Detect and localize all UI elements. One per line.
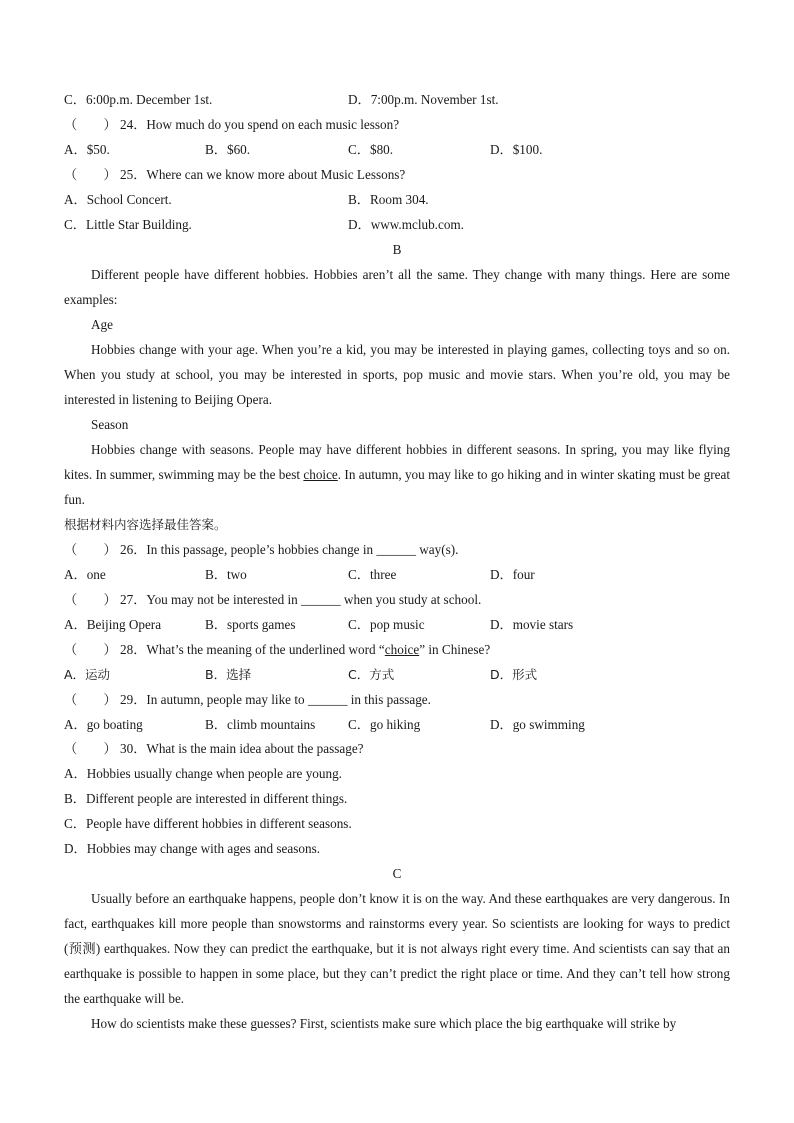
section-c-paragraph-2: How do scientists make these guesses? First, scientists make sure which place the big earthquake will strike by [91,1016,677,1031]
q26-option-c: C．three [348,567,397,582]
paragraph-season [64,437,730,512]
q26-stem [64,537,734,562]
question-text: 26．In this passage, people’s hobbies change in ______ way(s). [120,542,459,557]
q29-stem [64,687,734,712]
q25-stem [64,162,734,187]
q27-option-b: B．sports games [205,617,296,632]
answer-blank[interactable]: （ ） [64,592,117,607]
question-text: 29．In autumn, people may like to ______ in this passage. [120,692,431,707]
section-b-intro: Different people have different hobbies. Hobbies aren’t all the same. They change with many things. Here are some examples: [64,267,730,307]
underlined-word-choice: choice [303,467,338,482]
section-c-label: C [392,866,402,881]
q24-option-d: D．$100. [490,142,543,157]
section-c-paragraph-1: Usually before an earthquake happens, people don’t know it is on the way. And these earthquakes are very dangerous. In fact, earthquakes kill more people than snowstorms and rainstorms every year. So scientists are looking for ways to predict (预测) earthquakes. Now they can predict the earthquake, but it is not always right every time. And scientists can say that an earthquake is possible to happen in some place, but they can’t predict the right place or time. And they can’t tell how strong the earthquake will be. [64,891,730,1006]
q29-option-c: C．go hiking [348,717,421,732]
answer-blank[interactable]: （ ） [64,741,117,756]
q24-option-b: B．$60. [205,142,251,157]
q25-option-b: B．Room 304. [348,192,429,207]
q30-option-a: A．Hobbies usually change when people are young. [64,766,342,781]
q27-option-a: A．Beijing Opera [64,617,162,632]
q25-option-a: A．School Concert. [64,192,172,207]
answer-blank[interactable]: （ ） [64,542,117,557]
q26-option-a: A．one [64,567,106,582]
q25-options-row-1 [64,187,734,212]
q28-options-row [64,662,734,687]
q30-option-d: D．Hobbies may change with ages and seasons. [64,841,320,856]
q23-option-c: C．6:00p.m. December 1st. [64,92,213,107]
season-text-2: . In autumn, you may like to go hiking and in winter skating must be great fun. [64,467,730,507]
heading-season: Season [91,417,129,432]
q26-option-b: B．two [205,567,247,582]
q28-option-c: C．方式 [348,667,395,682]
answer-blank[interactable]: （ ） [64,642,117,657]
underlined-word-choice: choice [384,642,420,657]
q27-option-c: C．pop music [348,617,425,632]
question-text: 30．What is the main idea about the passage? [120,741,364,756]
q27-option-d: D．movie stars [490,617,574,632]
section-b-label: B [392,242,402,257]
q30-option-b: B．Different people are interested in different things. [64,791,348,806]
paragraph-age: Hobbies change with your age. When you’re a kid, you may be interested in playing games, collecting toys and so on. When you study at school, you may be interested in sports, pop music and movie stars. When you’re old, you may be interested in listening to Beijing Opera. [64,342,730,407]
q25-option-c: C．Little Star Building. [64,217,192,232]
question-text-2: ” in Chinese? [419,642,491,657]
q25-options-row-2 [64,212,734,237]
q24-option-c: C．$80. [348,142,394,157]
q28-option-b: B．选择 [205,667,252,682]
q30-stem [64,736,734,761]
q28-option-d: D．形式 [490,667,538,682]
heading-age: Age [91,317,113,332]
answer-blank[interactable]: （ ） [64,692,117,707]
q29-option-a: A．go boating [64,717,143,732]
q28-option-a: A．运动 [64,667,111,682]
q26-options-row [64,562,734,587]
question-text: 24．How much do you spend on each music lesson? [120,117,400,132]
season-text-1: Hobbies change with seasons. People may have different hobbies in different seasons. In spring, you may like flying kites. In summer, swimming may be the best [64,442,730,482]
question-text-1: 28．What’s the meaning of the underlined word “ [120,642,385,657]
q24-option-a: A．$50. [64,142,110,157]
q25-option-d: D．www.mclub.com. [348,217,464,232]
q30-option-c: C．People have different hobbies in different seasons. [64,816,352,831]
question-text: 27．You may not be interested in ______ when you study at school. [120,592,482,607]
q27-stem [64,587,734,612]
q29-option-b: B．climb mountains [205,717,316,732]
answer-blank[interactable]: （ ） [64,117,117,132]
q24-options-row [64,137,734,162]
q28-stem [64,637,734,662]
q27-options-row [64,612,734,637]
question-text: 25．Where can we know more about Music Lessons? [120,167,406,182]
q29-options-row [64,712,734,737]
answer-blank[interactable]: （ ） [64,167,117,182]
q24-stem [64,112,734,137]
q23-options-row [64,87,734,112]
instruction: 根据材料内容选择最佳答案。 [64,517,227,532]
q23-option-d: D．7:00p.m. November 1st. [348,92,499,107]
q29-option-d: D．go swimming [490,717,585,732]
q26-option-d: D．four [490,567,535,582]
